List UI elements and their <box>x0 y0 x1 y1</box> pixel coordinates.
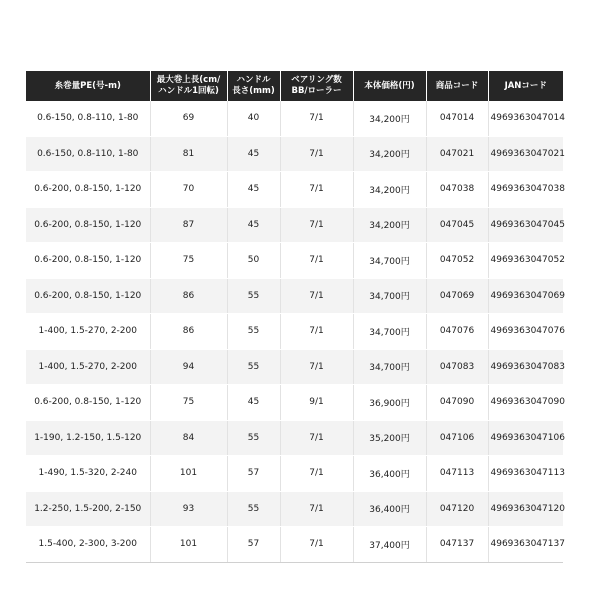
cell-bearings: 7/1 <box>280 172 353 208</box>
table-row <box>26 136 563 172</box>
cell-jan-code: 4969363047090 <box>488 385 563 421</box>
cell-bearings: 7/1 <box>280 101 353 136</box>
table-row <box>26 349 563 385</box>
cell-price: 34,700円 <box>353 243 426 279</box>
cell-bearings: 7/1 <box>280 420 353 456</box>
header-label-line: 長さ(mm) <box>232 86 275 96</box>
header-label-line: ハンドル1回転) <box>158 86 219 96</box>
cell-jan-code: 4969363047083 <box>488 349 563 385</box>
cell-max-retrieve: 81 <box>150 136 227 172</box>
cell-price: 36,900円 <box>353 385 426 421</box>
cell-handle-length: 45 <box>227 136 280 172</box>
cell-price: 34,700円 <box>353 314 426 350</box>
cell-bearings: 7/1 <box>280 207 353 243</box>
cell-bearings: 7/1 <box>280 491 353 527</box>
cell-jan-code: 4969363047014 <box>488 101 563 136</box>
cell-jan-code: 4969363047045 <box>488 207 563 243</box>
cell-product-code: 047120 <box>426 491 488 527</box>
cell-product-code: 047076 <box>426 314 488 350</box>
header-label-line: 糸巻量PE(号-m) <box>54 80 121 91</box>
cell-handle-length: 55 <box>227 314 280 350</box>
cell-price: 36,400円 <box>353 456 426 492</box>
cell-max-retrieve: 93 <box>150 491 227 527</box>
cell-line-capacity: 0.6-200, 0.8-150, 1-120 <box>26 207 150 243</box>
header-row <box>26 71 563 101</box>
cell-handle-length: 55 <box>227 491 280 527</box>
cell-max-retrieve: 87 <box>150 207 227 243</box>
header-line-capacity <box>26 71 150 101</box>
cell-product-code: 047090 <box>426 385 488 421</box>
cell-bearings: 7/1 <box>280 527 353 563</box>
cell-line-capacity: 1.2-250, 1.5-200, 2-150 <box>26 491 150 527</box>
header-price <box>353 71 426 101</box>
cell-product-code: 047052 <box>426 243 488 279</box>
header-label-line: ベアリング数 <box>291 75 342 85</box>
cell-line-capacity: 0.6-200, 0.8-150, 1-120 <box>26 385 150 421</box>
cell-handle-length: 45 <box>227 207 280 243</box>
cell-jan-code: 4969363047137 <box>488 527 563 563</box>
cell-max-retrieve: 70 <box>150 172 227 208</box>
table-row <box>26 420 563 456</box>
cell-handle-length: 45 <box>227 172 280 208</box>
cell-handle-length: 40 <box>227 101 280 136</box>
cell-bearings: 7/1 <box>280 243 353 279</box>
cell-jan-code: 4969363047113 <box>488 456 563 492</box>
header-handle-length <box>227 71 280 101</box>
cell-price: 35,200円 <box>353 420 426 456</box>
cell-max-retrieve: 94 <box>150 349 227 385</box>
cell-jan-code: 4969363047069 <box>488 278 563 314</box>
spec-table <box>26 71 563 563</box>
cell-bearings: 7/1 <box>280 278 353 314</box>
cell-bearings: 7/1 <box>280 349 353 385</box>
header-label-line: 本体価格(円) <box>364 80 415 91</box>
cell-product-code: 047106 <box>426 420 488 456</box>
cell-line-capacity: 1.5-400, 2-300, 3-200 <box>26 527 150 563</box>
cell-price: 34,700円 <box>353 349 426 385</box>
cell-product-code: 047083 <box>426 349 488 385</box>
table-header <box>26 71 563 101</box>
header-label-line: 商品コード <box>435 80 479 91</box>
table-row <box>26 456 563 492</box>
cell-handle-length: 55 <box>227 278 280 314</box>
cell-line-capacity: 0.6-200, 0.8-150, 1-120 <box>26 278 150 314</box>
cell-line-capacity: 1-490, 1.5-320, 2-240 <box>26 456 150 492</box>
table-row <box>26 172 563 208</box>
header-label-line: BB/ローラー <box>291 86 342 96</box>
cell-bearings: 9/1 <box>280 385 353 421</box>
cell-max-retrieve: 86 <box>150 314 227 350</box>
cell-product-code: 047038 <box>426 172 488 208</box>
table-row <box>26 207 563 243</box>
cell-product-code: 047014 <box>426 101 488 136</box>
spec-table-container <box>26 71 563 563</box>
cell-bearings: 7/1 <box>280 314 353 350</box>
header-label-line: JANコード <box>504 80 547 91</box>
cell-price: 34,700円 <box>353 278 426 314</box>
table-row <box>26 101 563 136</box>
cell-jan-code: 4969363047076 <box>488 314 563 350</box>
cell-line-capacity: 0.6-200, 0.8-150, 1-120 <box>26 243 150 279</box>
cell-product-code: 047137 <box>426 527 488 563</box>
cell-product-code: 047045 <box>426 207 488 243</box>
cell-product-code: 047069 <box>426 278 488 314</box>
header-product-code <box>426 71 488 101</box>
table-row <box>26 385 563 421</box>
cell-max-retrieve: 86 <box>150 278 227 314</box>
cell-bearings: 7/1 <box>280 136 353 172</box>
cell-price: 36,400円 <box>353 491 426 527</box>
table-row <box>26 278 563 314</box>
cell-line-capacity: 0.6-150, 0.8-110, 1-80 <box>26 101 150 136</box>
cell-max-retrieve: 75 <box>150 243 227 279</box>
cell-max-retrieve: 101 <box>150 527 227 563</box>
header-label-line: 最大巻上長(cm/ <box>156 75 221 85</box>
cell-jan-code: 4969363047106 <box>488 420 563 456</box>
header-label-line: ハンドル <box>236 75 271 85</box>
cell-price: 34,200円 <box>353 172 426 208</box>
cell-jan-code: 4969363047120 <box>488 491 563 527</box>
cell-price: 34,200円 <box>353 101 426 136</box>
table-row <box>26 527 563 563</box>
cell-product-code: 047021 <box>426 136 488 172</box>
table-row <box>26 491 563 527</box>
cell-jan-code: 4969363047052 <box>488 243 563 279</box>
cell-product-code: 047113 <box>426 456 488 492</box>
cell-max-retrieve: 75 <box>150 385 227 421</box>
cell-jan-code: 4969363047038 <box>488 172 563 208</box>
cell-price: 34,200円 <box>353 136 426 172</box>
table-body <box>26 101 563 562</box>
cell-price: 34,200円 <box>353 207 426 243</box>
cell-handle-length: 50 <box>227 243 280 279</box>
cell-handle-length: 55 <box>227 349 280 385</box>
cell-handle-length: 57 <box>227 456 280 492</box>
header-bearings <box>280 71 353 101</box>
cell-line-capacity: 1-400, 1.5-270, 2-200 <box>26 314 150 350</box>
cell-handle-length: 57 <box>227 527 280 563</box>
header-jan-code <box>488 71 563 101</box>
cell-line-capacity: 0.6-150, 0.8-110, 1-80 <box>26 136 150 172</box>
cell-max-retrieve: 101 <box>150 456 227 492</box>
cell-price: 37,400円 <box>353 527 426 563</box>
cell-jan-code: 4969363047021 <box>488 136 563 172</box>
cell-line-capacity: 1-400, 1.5-270, 2-200 <box>26 349 150 385</box>
cell-bearings: 7/1 <box>280 456 353 492</box>
table-row <box>26 243 563 279</box>
cell-line-capacity: 0.6-200, 0.8-150, 1-120 <box>26 172 150 208</box>
cell-max-retrieve: 69 <box>150 101 227 136</box>
cell-handle-length: 45 <box>227 385 280 421</box>
header-max-retrieve <box>150 71 227 101</box>
cell-max-retrieve: 84 <box>150 420 227 456</box>
cell-line-capacity: 1-190, 1.2-150, 1.5-120 <box>26 420 150 456</box>
cell-handle-length: 55 <box>227 420 280 456</box>
table-row <box>26 314 563 350</box>
